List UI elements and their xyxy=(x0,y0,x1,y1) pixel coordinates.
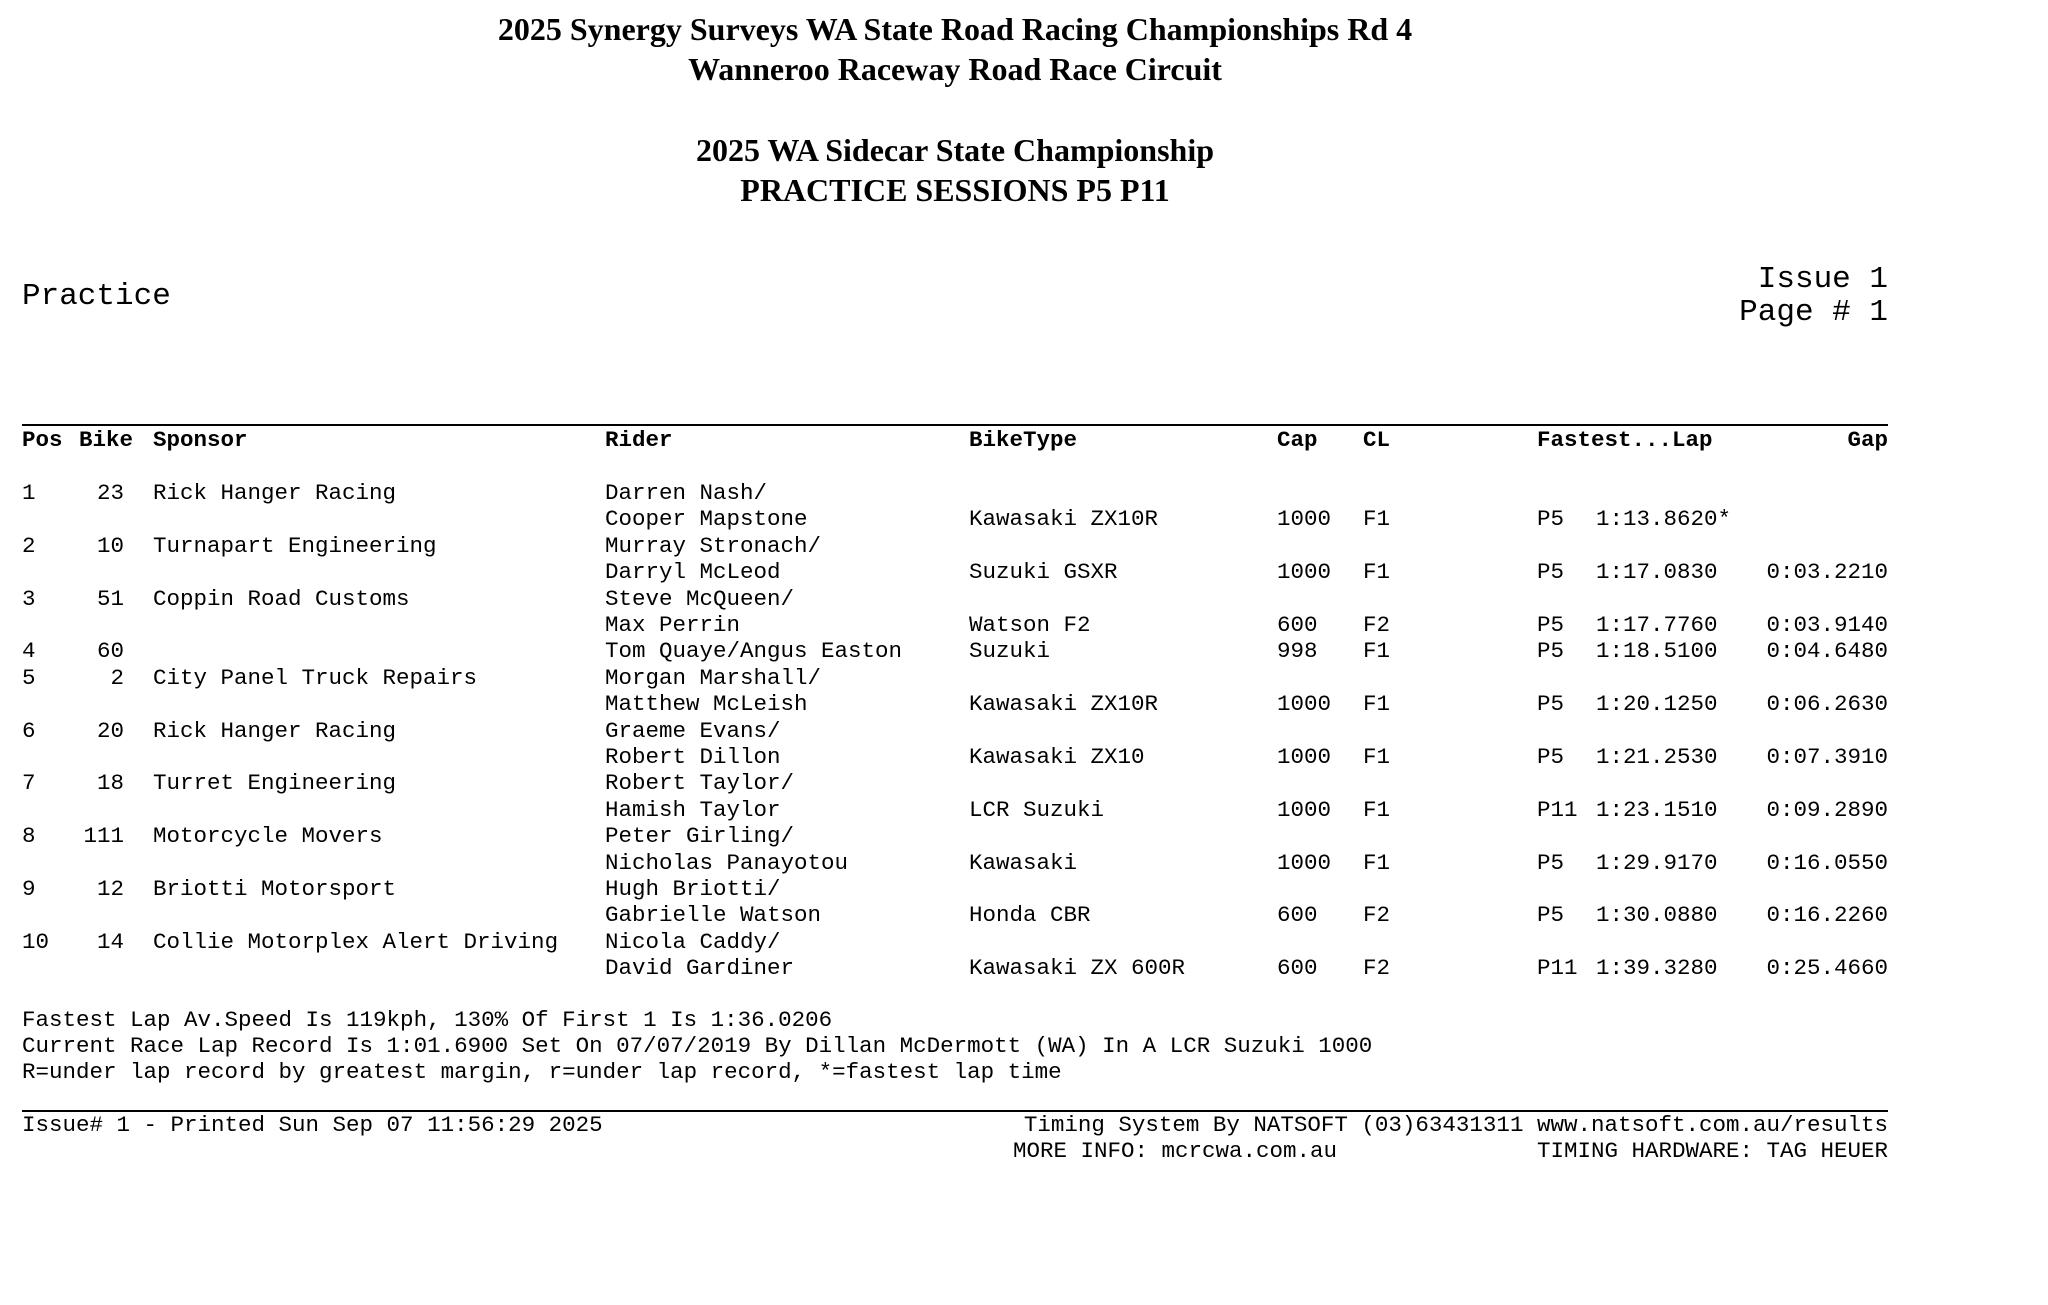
biketype-cell: Kawasaki xyxy=(969,849,1078,876)
rider-cell: Darren Nash/ xyxy=(605,480,768,506)
fastest-lap-cell: 1:20.1250 xyxy=(1596,691,1718,718)
biketype-cell: Kawasaki ZX10 xyxy=(969,744,1145,770)
biketype-cell: Suzuki xyxy=(969,638,1051,665)
class-cell: F2 xyxy=(1363,955,1391,982)
biketype-cell: Honda CBR xyxy=(969,902,1091,929)
col-header-gap: Gap xyxy=(1847,427,1888,453)
gap-cell: 0:03.2210 xyxy=(1766,559,1888,586)
timing-system-credit: Timing System By NATSOFT (03)63431311 www.natsoft.com.au/results xyxy=(1023,1112,1888,1138)
pos-cell: 8 xyxy=(22,823,36,850)
rider-cell: Morgan Marshall/ xyxy=(605,664,822,691)
col-header-fastest-lap: Fastest...Lap xyxy=(1537,427,1713,453)
bike-number-cell: 23 xyxy=(96,480,124,506)
pos-cell: 2 xyxy=(22,532,36,559)
sponsor-cell: Coppin Road Customs xyxy=(153,585,410,612)
col-header-biketype: BikeType xyxy=(969,427,1078,453)
more-info-link[interactable]: MORE INFO: mcrcwa.com.au xyxy=(1013,1138,1338,1164)
bike-number-cell: 14 xyxy=(96,928,124,955)
pos-cell: 1 xyxy=(22,480,36,506)
capacity-cell: 1000 xyxy=(1277,796,1332,823)
session-cell: P5 xyxy=(1537,638,1565,665)
passenger-cell: Tom Quaye/Angus Easton xyxy=(605,638,903,665)
sponsor-cell: Motorcycle Movers xyxy=(153,823,383,850)
passenger-cell: David Gardiner xyxy=(605,955,795,982)
legend-note: R=under lap record by greatest margin, r=under lap record, *=fastest lap time xyxy=(22,1059,1062,1085)
pos-cell: 5 xyxy=(22,664,36,691)
bike-number-cell: 111 xyxy=(83,823,124,850)
class-cell: F1 xyxy=(1363,638,1391,665)
session-cell: P11 xyxy=(1537,955,1578,982)
bike-number-cell: 12 xyxy=(96,876,124,902)
rider-cell: Robert Taylor/ xyxy=(605,770,795,797)
biketype-cell: Kawasaki ZX10R xyxy=(969,506,1159,533)
biketype-cell: Kawasaki ZX10R xyxy=(969,691,1159,718)
session-cell: P5 xyxy=(1537,744,1565,770)
biketype-cell: LCR Suzuki xyxy=(969,796,1105,823)
printed-timestamp: Issue# 1 - Printed Sun Sep 07 11:56:29 2025 xyxy=(22,1112,603,1138)
bike-number-cell: 10 xyxy=(96,532,124,559)
passenger-cell: Cooper Mapstone xyxy=(605,506,808,533)
capacity-cell: 600 xyxy=(1277,612,1318,638)
passenger-cell: Nicholas Panayotou xyxy=(605,849,849,876)
fastest-lap-cell: 1:30.0880 xyxy=(1596,902,1718,929)
passenger-cell: Darryl McLeod xyxy=(605,559,781,586)
gap-cell: 0:04.6480 xyxy=(1766,638,1888,665)
capacity-cell: 600 xyxy=(1277,955,1318,982)
bike-number-cell: 60 xyxy=(96,638,124,665)
class-cell: F1 xyxy=(1363,691,1391,718)
col-header-bike: Bike xyxy=(79,427,134,453)
issue-block xyxy=(1739,263,1888,329)
col-header-pos: Pos xyxy=(22,427,63,453)
session-cell: P5 xyxy=(1537,506,1565,533)
fastest-lap-cell: 1:18.5100 xyxy=(1596,638,1718,665)
col-header-sponsor: Sponsor xyxy=(153,427,248,453)
session-type-label: Practice xyxy=(22,279,171,314)
session-cell: P5 xyxy=(1537,559,1565,586)
biketype-cell: Kawasaki ZX 600R xyxy=(969,955,1186,982)
rider-cell: Peter Girling/ xyxy=(605,823,795,850)
class-cell: F1 xyxy=(1363,506,1391,533)
sponsor-cell: Briotti Motorsport xyxy=(153,876,397,902)
session-cell: P5 xyxy=(1537,691,1565,718)
class-cell: F1 xyxy=(1363,559,1391,586)
capacity-cell: 998 xyxy=(1277,638,1318,665)
passenger-cell: Gabrielle Watson xyxy=(605,902,822,929)
col-header-cl: CL xyxy=(1363,427,1391,453)
issue-number: Issue 1 xyxy=(1757,262,1888,297)
sponsor-cell: Collie Motorplex Alert Driving xyxy=(153,928,559,955)
sponsor-cell: Turret Engineering xyxy=(153,770,397,797)
session-cell: P11 xyxy=(1537,796,1578,823)
capacity-cell: 600 xyxy=(1277,902,1318,929)
passenger-cell: Hamish Taylor xyxy=(605,796,781,823)
sponsor-cell: Rick Hanger Racing xyxy=(153,717,397,744)
fastest-lap-speed-note: Fastest Lap Av.Speed Is 119kph, 130% Of First 1 Is 1:36.0206 xyxy=(22,1007,833,1033)
fastest-lap-cell: 1:17.0830 xyxy=(1596,559,1718,586)
rider-cell: Graeme Evans/ xyxy=(605,717,781,744)
lap-record-note: Current Race Lap Record Is 1:01.6900 Set On 07/07/2019 By Dillan McDermott (WA) In A LCR Suzuki 1000 xyxy=(22,1033,1373,1059)
bike-number-cell: 18 xyxy=(96,770,124,797)
class-cell: F2 xyxy=(1363,612,1391,638)
fastest-lap-cell: 1:17.7760 xyxy=(1596,612,1718,638)
fastest-lap-cell: 1:39.3280 xyxy=(1596,955,1718,982)
gap-cell: 0:07.3910 xyxy=(1766,744,1888,770)
pos-cell: 9 xyxy=(22,876,36,902)
gap-cell: 0:16.2260 xyxy=(1766,902,1888,929)
passenger-cell: Matthew McLeish xyxy=(605,691,808,718)
capacity-cell: 1000 xyxy=(1277,849,1332,876)
page-number: Page # 1 xyxy=(1739,295,1888,330)
sponsor-cell: Turnapart Engineering xyxy=(153,532,437,559)
capacity-cell: 1000 xyxy=(1277,744,1332,770)
rider-cell: Nicola Caddy/ xyxy=(605,928,781,955)
class-cell: F1 xyxy=(1363,849,1391,876)
pos-cell: 7 xyxy=(22,770,36,797)
class-cell: F1 xyxy=(1363,796,1391,823)
pos-cell: 4 xyxy=(22,638,36,665)
event-title: 2025 Synergy Surveys WA State Road Racing Championships Rd 4 xyxy=(497,11,1413,47)
col-header-rider: Rider xyxy=(605,427,673,453)
capacity-cell: 1000 xyxy=(1277,506,1332,533)
capacity-cell: 1000 xyxy=(1277,559,1332,586)
timing-hardware-credit: TIMING HARDWARE: TAG HEUER xyxy=(1536,1138,1888,1164)
championship-title: 2025 WA Sidecar State Championship xyxy=(695,132,1215,168)
bike-number-cell: 51 xyxy=(96,585,124,612)
gap-cell: 0:16.0550 xyxy=(1766,849,1888,876)
class-cell: F1 xyxy=(1363,744,1391,770)
session-cell: P5 xyxy=(1537,849,1565,876)
passenger-cell: Max Perrin xyxy=(605,612,741,638)
gap-cell: 0:06.2630 xyxy=(1766,691,1888,718)
session-cell: P5 xyxy=(1537,902,1565,929)
class-cell: F2 xyxy=(1363,902,1391,929)
rider-cell: Murray Stronach/ xyxy=(605,532,822,559)
sponsor-cell: City Panel Truck Repairs xyxy=(153,664,478,691)
biketype-cell: Suzuki GSXR xyxy=(969,559,1118,586)
fastest-lap-cell: 1:21.2530 xyxy=(1596,744,1718,770)
session-title: PRACTICE SESSIONS P5 P11 xyxy=(740,172,1170,208)
col-header-cap: Cap xyxy=(1277,427,1318,453)
fastest-lap-cell: 1:29.9170 xyxy=(1596,849,1718,876)
header-rule xyxy=(22,424,1888,426)
gap-cell: 0:03.9140 xyxy=(1766,612,1888,638)
capacity-cell: 1000 xyxy=(1277,691,1332,718)
biketype-cell: Watson F2 xyxy=(969,612,1091,638)
bike-number-cell: 20 xyxy=(96,717,124,744)
fastest-lap-cell: 1:23.1510 xyxy=(1596,796,1718,823)
venue-title: Wanneroo Raceway Road Race Circuit xyxy=(688,51,1222,87)
gap-cell: 0:25.4660 xyxy=(1766,955,1888,982)
pos-cell: 10 xyxy=(22,928,50,955)
passenger-cell: Robert Dillon xyxy=(605,744,781,770)
pos-cell: 3 xyxy=(22,585,36,612)
rider-cell: Hugh Briotti/ xyxy=(605,876,781,902)
bike-number-cell: 2 xyxy=(110,664,124,691)
sponsor-cell: Rick Hanger Racing xyxy=(153,480,397,506)
fastest-lap-cell: 1:13.8620* xyxy=(1596,506,1732,533)
gap-cell: 0:09.2890 xyxy=(1766,796,1888,823)
pos-cell: 6 xyxy=(22,717,36,744)
session-cell: P5 xyxy=(1537,612,1565,638)
rider-cell: Steve McQueen/ xyxy=(605,585,795,612)
